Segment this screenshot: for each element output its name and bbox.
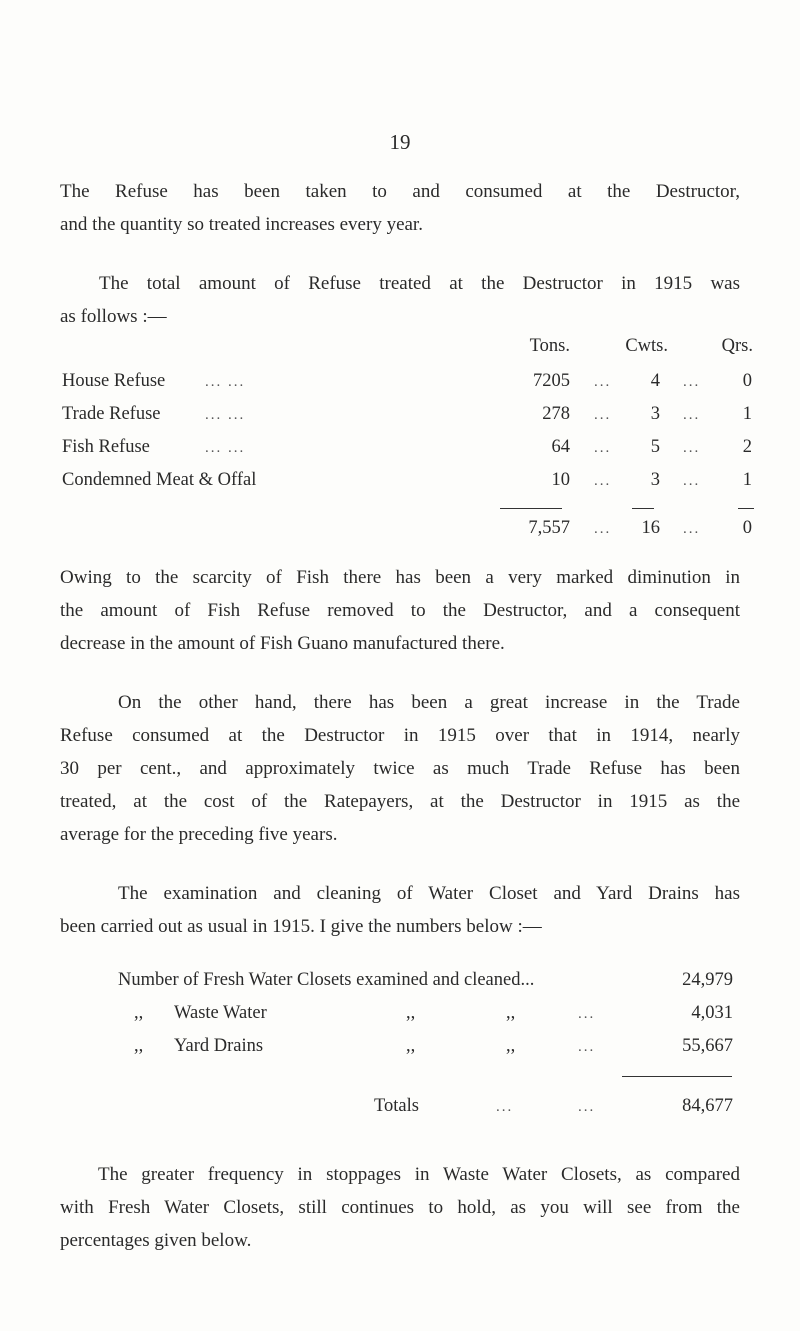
- cwts-value: 3: [650, 470, 660, 490]
- fish-refuse-paragraph: [60, 561, 740, 660]
- count-value: 4,031: [691, 1003, 733, 1023]
- leader-dots: ...: [683, 440, 701, 456]
- qrs-value: 1: [742, 404, 752, 424]
- text-line: The Refuse has been taken to and consumed at the Destructor,: [60, 181, 740, 202]
- count-value: 24,979: [682, 970, 733, 990]
- total-qrs: 0: [742, 518, 752, 538]
- text-line: 30 per cent., and approximately twice as much Trade Refuse has been: [60, 758, 740, 779]
- leader-dots: ...: [594, 473, 612, 489]
- tons-value: 10: [551, 470, 570, 490]
- text-line: Owing to the scarcity of Fish there has been a very marked diminution in: [60, 567, 740, 588]
- qrs-value: 1: [742, 470, 752, 490]
- text-line: On the other hand, there has been a great increase in the Trade: [118, 692, 740, 713]
- ditto-mark: ,,: [506, 1003, 516, 1023]
- text-line: and the quantity so treated increases every year.: [60, 214, 423, 235]
- sum-rule: [632, 508, 654, 509]
- text-line: average for the preceding five years.: [60, 824, 338, 845]
- count-value: 55,667: [682, 1036, 733, 1056]
- text-line: decrease in the amount of Fish Guano manufactured there.: [60, 633, 505, 654]
- ditto-mark: ,,: [406, 1036, 416, 1056]
- text-line: Refuse consumed at the Destructor in 1915 over that in 1914, nearly: [60, 725, 740, 746]
- tons-value: 278: [542, 404, 570, 424]
- leader-dots: ... ...: [205, 374, 246, 390]
- row-label: Number of Fresh Water Closets examined and cleaned...: [118, 970, 535, 990]
- row-label: Waste Water: [174, 1003, 267, 1023]
- text-line: The examination and cleaning of Water Closet and Yard Drains has: [118, 883, 740, 904]
- text-line: the amount of Fish Refuse removed to the Destructor, and a consequent: [60, 600, 740, 621]
- row-label: Condemned Meat & Offal: [62, 470, 257, 490]
- ditto-mark: ,,: [406, 1003, 416, 1023]
- total-tons: 7,557: [528, 518, 570, 538]
- leader-dots: ...: [594, 521, 612, 537]
- row-label: House Refuse: [62, 371, 166, 391]
- intro-paragraph: [60, 175, 740, 241]
- leader-dots: ...: [594, 440, 612, 456]
- text-line: with Fresh Water Closets, still continues to hold, as you will see from the: [60, 1197, 740, 1218]
- row-label: Trade Refuse: [62, 404, 161, 424]
- leader-dots: ... ...: [205, 407, 246, 423]
- cwts-value: 3: [650, 404, 660, 424]
- header-qrs: Qrs.: [721, 336, 753, 356]
- leader-dots: ...: [683, 374, 701, 390]
- text-line: as follows :—: [60, 306, 167, 327]
- tons-value: 64: [551, 437, 570, 457]
- leader-dots: ... ...: [205, 440, 246, 456]
- leader-dots: ...: [578, 1039, 596, 1055]
- tons-value: 7205: [533, 371, 570, 391]
- ditto-mark: ,,: [134, 1036, 144, 1056]
- sum-rule: [500, 508, 562, 509]
- totals-label: Totals: [374, 1096, 419, 1116]
- text-line: The total amount of Refuse treated at the Destructor in 1915 was: [99, 273, 740, 294]
- text-line: The greater frequency in stoppages in Waste Water Closets, as compared: [98, 1164, 740, 1185]
- trade-refuse-paragraph: [60, 686, 740, 851]
- total-cwts: 16: [641, 518, 660, 538]
- drains-paragraph: [60, 877, 740, 943]
- ditto-mark: ,,: [506, 1036, 516, 1056]
- header-tons: Tons.: [529, 336, 570, 356]
- text-line: percentages given below.: [60, 1230, 252, 1251]
- sum-rule: [622, 1076, 732, 1077]
- leader-dots: ...: [594, 407, 612, 423]
- row-label: Fish Refuse: [62, 437, 150, 457]
- stoppages-paragraph: [60, 1158, 740, 1257]
- leader-dots: ...: [683, 521, 701, 537]
- leader-dots: ...: [683, 407, 701, 423]
- qrs-value: 2: [742, 437, 752, 457]
- leader-dots: ...: [578, 1006, 596, 1022]
- text-line: treated, at the cost of the Ratepayers, at the Destructor in 1915 as the: [60, 791, 740, 812]
- sum-rule: [738, 508, 754, 509]
- row-label: Yard Drains: [174, 1036, 264, 1056]
- cwts-value: 5: [650, 437, 660, 457]
- text-line: been carried out as usual in 1915. I give the numbers below :—: [60, 916, 542, 937]
- page-number: 19: [389, 130, 411, 154]
- leader-dots: ...: [594, 374, 612, 390]
- leader-dots: ...: [683, 473, 701, 489]
- leader-dots: ...: [578, 1099, 596, 1115]
- leader-dots: ...: [496, 1099, 514, 1115]
- header-cwts: Cwts.: [625, 336, 668, 356]
- qrs-value: 0: [742, 371, 752, 391]
- cwts-value: 4: [650, 371, 660, 391]
- totals-value: 84,677: [682, 1096, 733, 1116]
- total-amount-paragraph: [60, 267, 740, 333]
- ditto-mark: ,,: [134, 1003, 144, 1023]
